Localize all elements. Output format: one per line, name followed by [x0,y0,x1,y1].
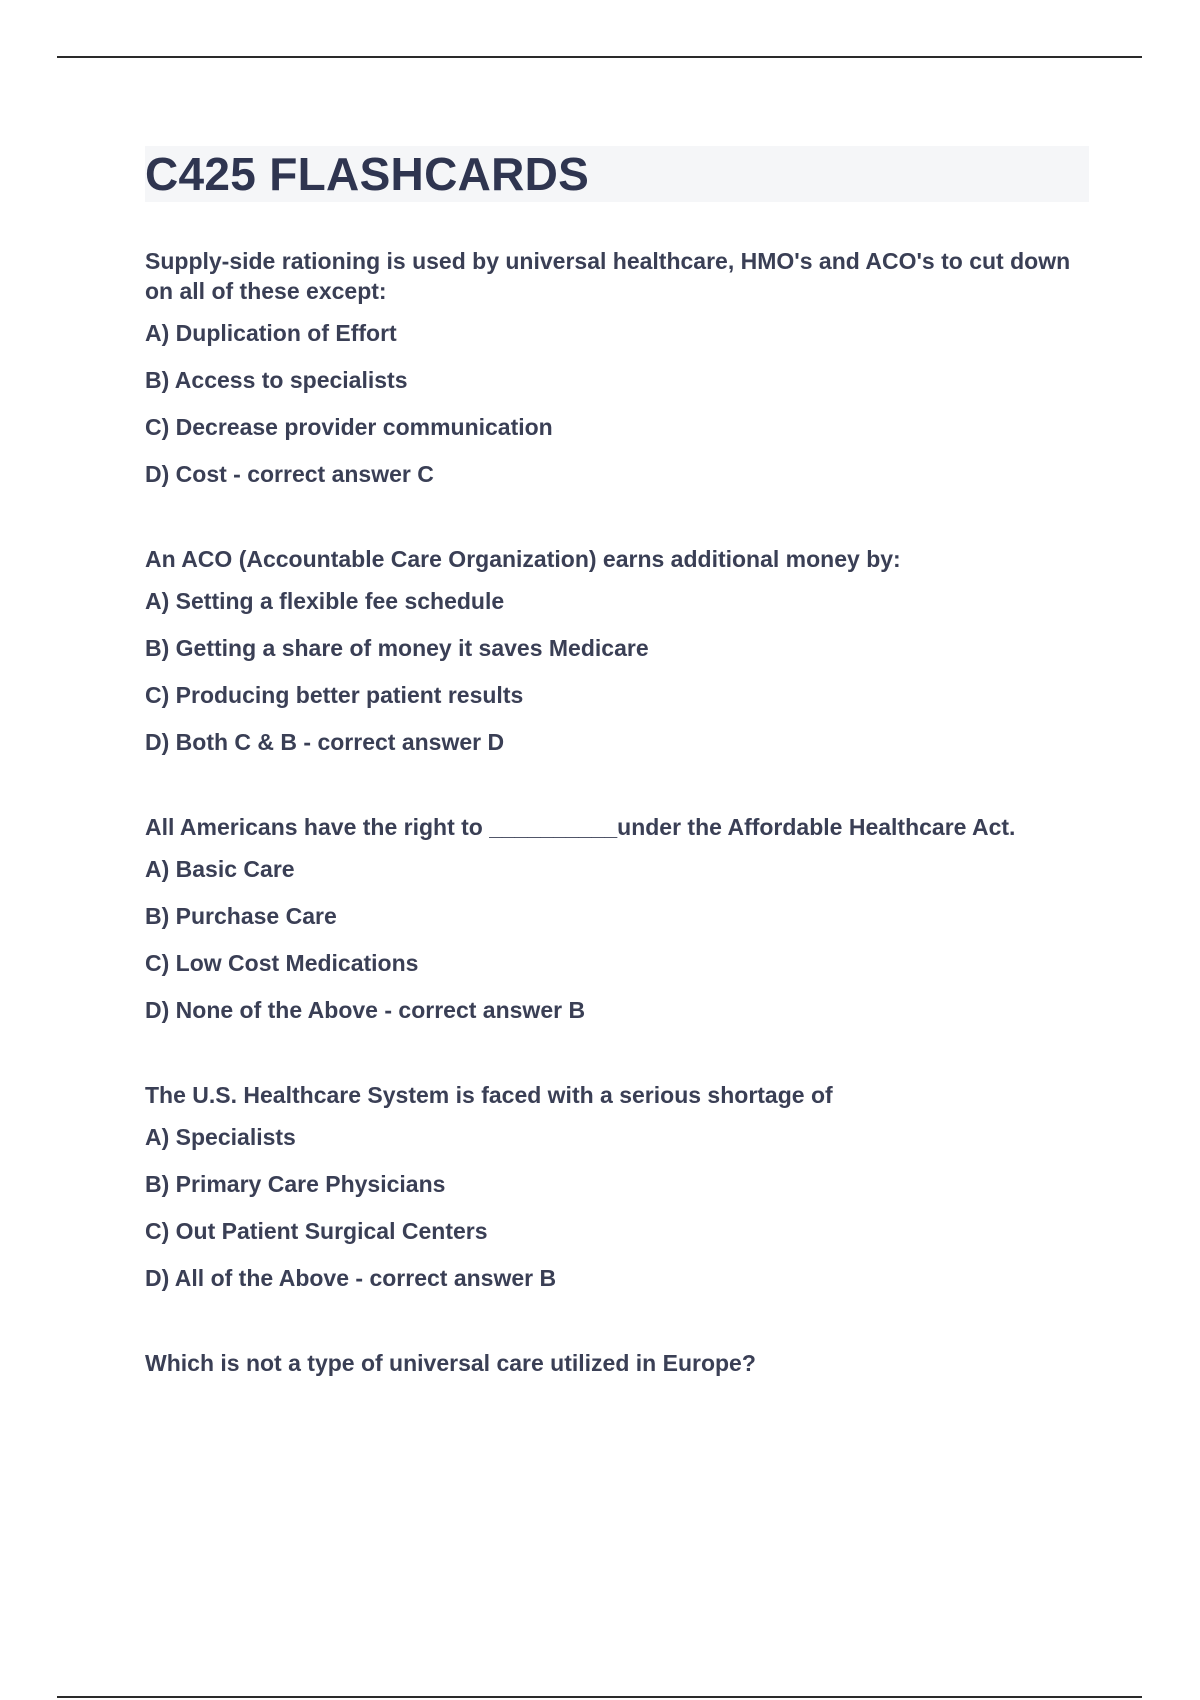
flashcard-question: The U.S. Healthcare System is faced with a serious shortage of [145,1082,833,1108]
page-title: C425 FLASHCARDS [145,148,590,200]
answer-option: A) Specialists [145,1124,296,1150]
flashcard-question: Which is not a type of universal care utilized in Europe? [145,1350,756,1376]
flashcard [145,246,1075,489]
answer-option: D) All of the Above - correct answer B [145,1265,557,1291]
bottom-divider [57,1696,1142,1698]
flashcard-question: Supply-side rationing is used by universal healthcare, HMO's and ACO's to cut down on all of these except: [145,248,1071,304]
answer-option: B) Purchase Care [145,903,337,929]
answer-option: D) Cost - correct answer C [145,461,434,487]
answer-option: A) Setting a flexible fee schedule [145,588,505,614]
answer-option: D) None of the Above - correct answer B [145,997,586,1023]
flashcard [145,1348,1075,1378]
answer-option: C) Out Patient Surgical Centers [145,1218,488,1244]
answer-option: D) Both C & B - correct answer D [145,729,505,755]
flashcard [145,544,1075,757]
top-divider [57,56,1142,58]
answer-option: B) Getting a share of money it saves Medicare [145,635,649,661]
answer-option: C) Low Cost Medications [145,950,419,976]
answer-option: A) Duplication of Effort [145,320,397,346]
answer-option: C) Producing better patient results [145,682,524,708]
answer-option: C) Decrease provider communication [145,414,553,440]
flashcard [145,812,1075,1025]
answer-option: B) Primary Care Physicians [145,1171,446,1197]
flashcard-question: An ACO (Accountable Care Organization) earns additional money by: [145,546,901,572]
flashcard-list [145,246,1075,1433]
answer-option: B) Access to specialists [145,367,408,393]
answer-option: A) Basic Care [145,856,295,882]
flashcard [145,1080,1075,1293]
flashcard-question: All Americans have the right to __________under the Affordable Healthcare Act. [145,814,1016,840]
